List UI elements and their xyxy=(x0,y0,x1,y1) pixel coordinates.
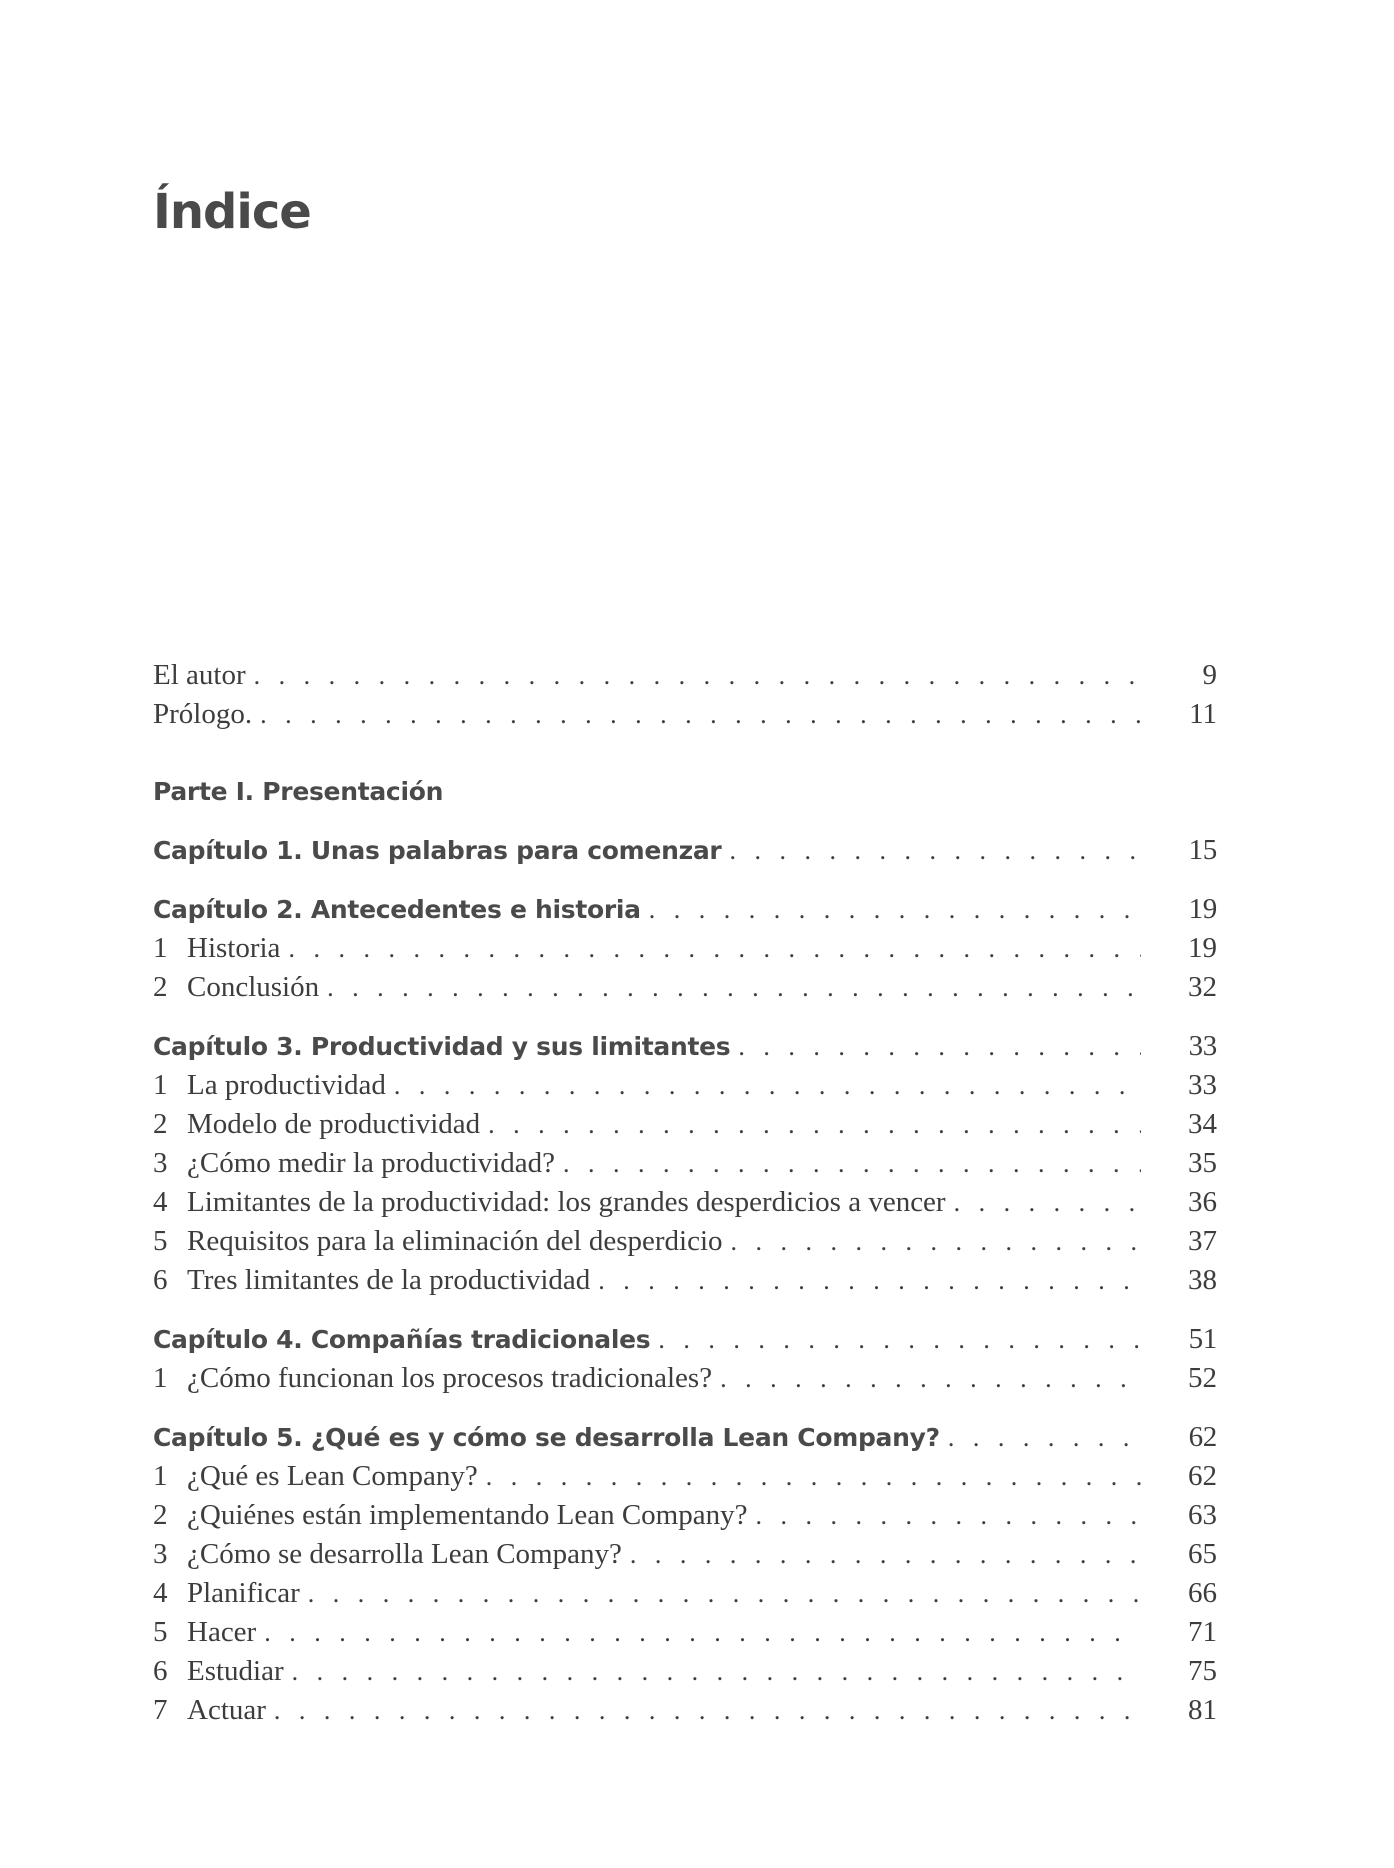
section-title: Limitantes de la productividad: los grandes desperdicios a vencer xyxy=(187,1186,946,1218)
dot-leader xyxy=(563,1144,1141,1183)
toc-page-number: 62 xyxy=(1188,1421,1217,1453)
toc-chapter-entry xyxy=(153,1027,1217,1066)
dot-leader xyxy=(756,1496,1142,1535)
dot-leader xyxy=(954,1183,1141,1222)
toc-chapter-entry xyxy=(153,890,1217,929)
toc-section-entry xyxy=(153,929,1217,968)
section-title: ¿Cómo se desarrolla Lean Company? xyxy=(187,1538,622,1570)
dot-leader xyxy=(308,1574,1141,1613)
section-title: ¿Qué es Lean Company? xyxy=(187,1460,478,1492)
dot-leader xyxy=(260,695,1141,734)
toc-section-entry xyxy=(153,1183,1217,1222)
chapter-title: Capítulo 1. Unas palabras para comenzar xyxy=(153,836,722,865)
section-number: 2 xyxy=(153,971,168,1003)
toc-page-number: 33 xyxy=(1188,1030,1217,1062)
toc-page-number: 11 xyxy=(1189,698,1217,730)
toc-page-number: 63 xyxy=(1188,1499,1217,1531)
section-number: 1 xyxy=(153,1460,168,1492)
dot-leader xyxy=(731,1222,1141,1261)
toc-chapter-entry xyxy=(153,1320,1217,1359)
section-number: 5 xyxy=(153,1616,168,1648)
chapter-title: Capítulo 4. Compañías tradicionales xyxy=(153,1325,651,1354)
toc-entry-label: Prólogo. xyxy=(153,698,253,730)
dot-leader xyxy=(738,1027,1141,1066)
dot-leader xyxy=(264,1613,1141,1652)
section-title: Planificar xyxy=(187,1577,300,1609)
toc-section-entry xyxy=(153,1105,1217,1144)
section-number: 6 xyxy=(153,1264,168,1296)
toc-page-number: 38 xyxy=(1188,1264,1217,1296)
dot-leader xyxy=(486,1457,1141,1496)
section-title: Requisitos para la eliminación del desperdicio xyxy=(187,1225,723,1257)
section-number: 2 xyxy=(153,1108,168,1140)
section-title: Estudiar xyxy=(187,1655,284,1687)
toc-section-entry xyxy=(153,1574,1217,1613)
toc-part-heading xyxy=(153,772,1217,811)
toc-page-number: 75 xyxy=(1188,1655,1217,1687)
toc-page-number: 52 xyxy=(1188,1362,1217,1394)
toc-section-entry xyxy=(153,1496,1217,1535)
dot-leader xyxy=(327,968,1141,1007)
dot-leader xyxy=(488,1105,1141,1144)
toc-entry-label: El autor xyxy=(153,659,246,691)
toc-section-entry xyxy=(153,1652,1217,1691)
section-number: 5 xyxy=(153,1225,168,1257)
toc-page-number: 19 xyxy=(1188,893,1217,925)
dot-leader xyxy=(292,1652,1141,1691)
section-number: 2 xyxy=(153,1499,168,1531)
toc-section-entry xyxy=(153,1066,1217,1105)
toc-page-number: 66 xyxy=(1188,1577,1217,1609)
toc-section-entry xyxy=(153,1691,1217,1730)
section-title: Actuar xyxy=(187,1694,266,1726)
chapter-title: Capítulo 3. Productividad y sus limitantes xyxy=(153,1032,731,1061)
section-title: La productividad xyxy=(187,1069,386,1101)
section-title: Hacer xyxy=(187,1616,257,1648)
section-number: 6 xyxy=(153,1655,168,1687)
dot-leader xyxy=(649,890,1141,929)
toc-section-entry xyxy=(153,1613,1217,1652)
toc-section-entry xyxy=(153,1144,1217,1183)
dot-leader xyxy=(274,1691,1141,1730)
section-number: 1 xyxy=(153,932,168,964)
section-number: 4 xyxy=(153,1577,168,1609)
section-number: 1 xyxy=(153,1362,168,1394)
toc-section-entry xyxy=(153,1359,1217,1398)
dot-leader xyxy=(630,1535,1141,1574)
section-number: 4 xyxy=(153,1186,168,1218)
toc-page-number: 71 xyxy=(1188,1616,1217,1648)
dot-leader xyxy=(288,929,1141,968)
section-number: 1 xyxy=(153,1069,168,1101)
dot-leader xyxy=(948,1418,1141,1457)
table-of-contents xyxy=(153,656,1217,1730)
dot-leader xyxy=(394,1066,1141,1105)
dot-leader xyxy=(254,656,1141,695)
section-number: 7 xyxy=(153,1694,168,1726)
section-title: Tres limitantes de la productividad xyxy=(187,1264,591,1296)
toc-section-entry xyxy=(153,1261,1217,1300)
toc-page-number: 32 xyxy=(1188,971,1217,1003)
toc-page-number: 65 xyxy=(1188,1538,1217,1570)
toc-page-number: 19 xyxy=(1188,932,1217,964)
section-title: Historia xyxy=(187,932,281,964)
dot-leader xyxy=(729,831,1141,870)
toc-page-number: 62 xyxy=(1188,1460,1217,1492)
dot-leader xyxy=(720,1359,1141,1398)
toc-page-number: 81 xyxy=(1188,1694,1217,1726)
section-title: ¿Cómo medir la productividad? xyxy=(187,1147,556,1179)
toc-page-number: 15 xyxy=(1188,834,1217,866)
section-title: Conclusión xyxy=(187,971,320,1003)
toc-section-entry xyxy=(153,1535,1217,1574)
toc-chapter-entry xyxy=(153,831,1217,870)
section-title: ¿Quiénes están implementando Lean Company? xyxy=(187,1499,748,1531)
page-title: Índice xyxy=(153,184,311,240)
toc-entry-front xyxy=(153,695,1217,734)
chapter-title: Capítulo 2. Antecedentes e historia xyxy=(153,895,641,924)
section-title: Modelo de productividad xyxy=(187,1108,481,1140)
toc-section-entry xyxy=(153,1457,1217,1496)
toc-page-number: 34 xyxy=(1188,1108,1217,1140)
section-number: 3 xyxy=(153,1538,168,1570)
toc-section-entry xyxy=(153,968,1217,1007)
section-number: 3 xyxy=(153,1147,168,1179)
toc-entry-front xyxy=(153,656,1217,695)
part-title: Parte I. Presentación xyxy=(153,777,444,806)
toc-section-entry xyxy=(153,1222,1217,1261)
toc-chapter-entry xyxy=(153,1418,1217,1457)
toc-page-number: 33 xyxy=(1188,1069,1217,1101)
toc-page-number: 51 xyxy=(1188,1323,1217,1355)
chapter-title: Capítulo 5. ¿Qué es y cómo se desarrolla Lean Company? xyxy=(153,1423,940,1452)
dot-leader xyxy=(598,1261,1141,1300)
section-title: ¿Cómo funcionan los procesos tradicionales? xyxy=(187,1362,713,1394)
toc-page-number: 35 xyxy=(1188,1147,1217,1179)
toc-page-number: 37 xyxy=(1188,1225,1217,1257)
dot-leader xyxy=(658,1320,1141,1359)
toc-page-number: 36 xyxy=(1188,1186,1217,1218)
toc-page-number: 9 xyxy=(1202,659,1217,691)
